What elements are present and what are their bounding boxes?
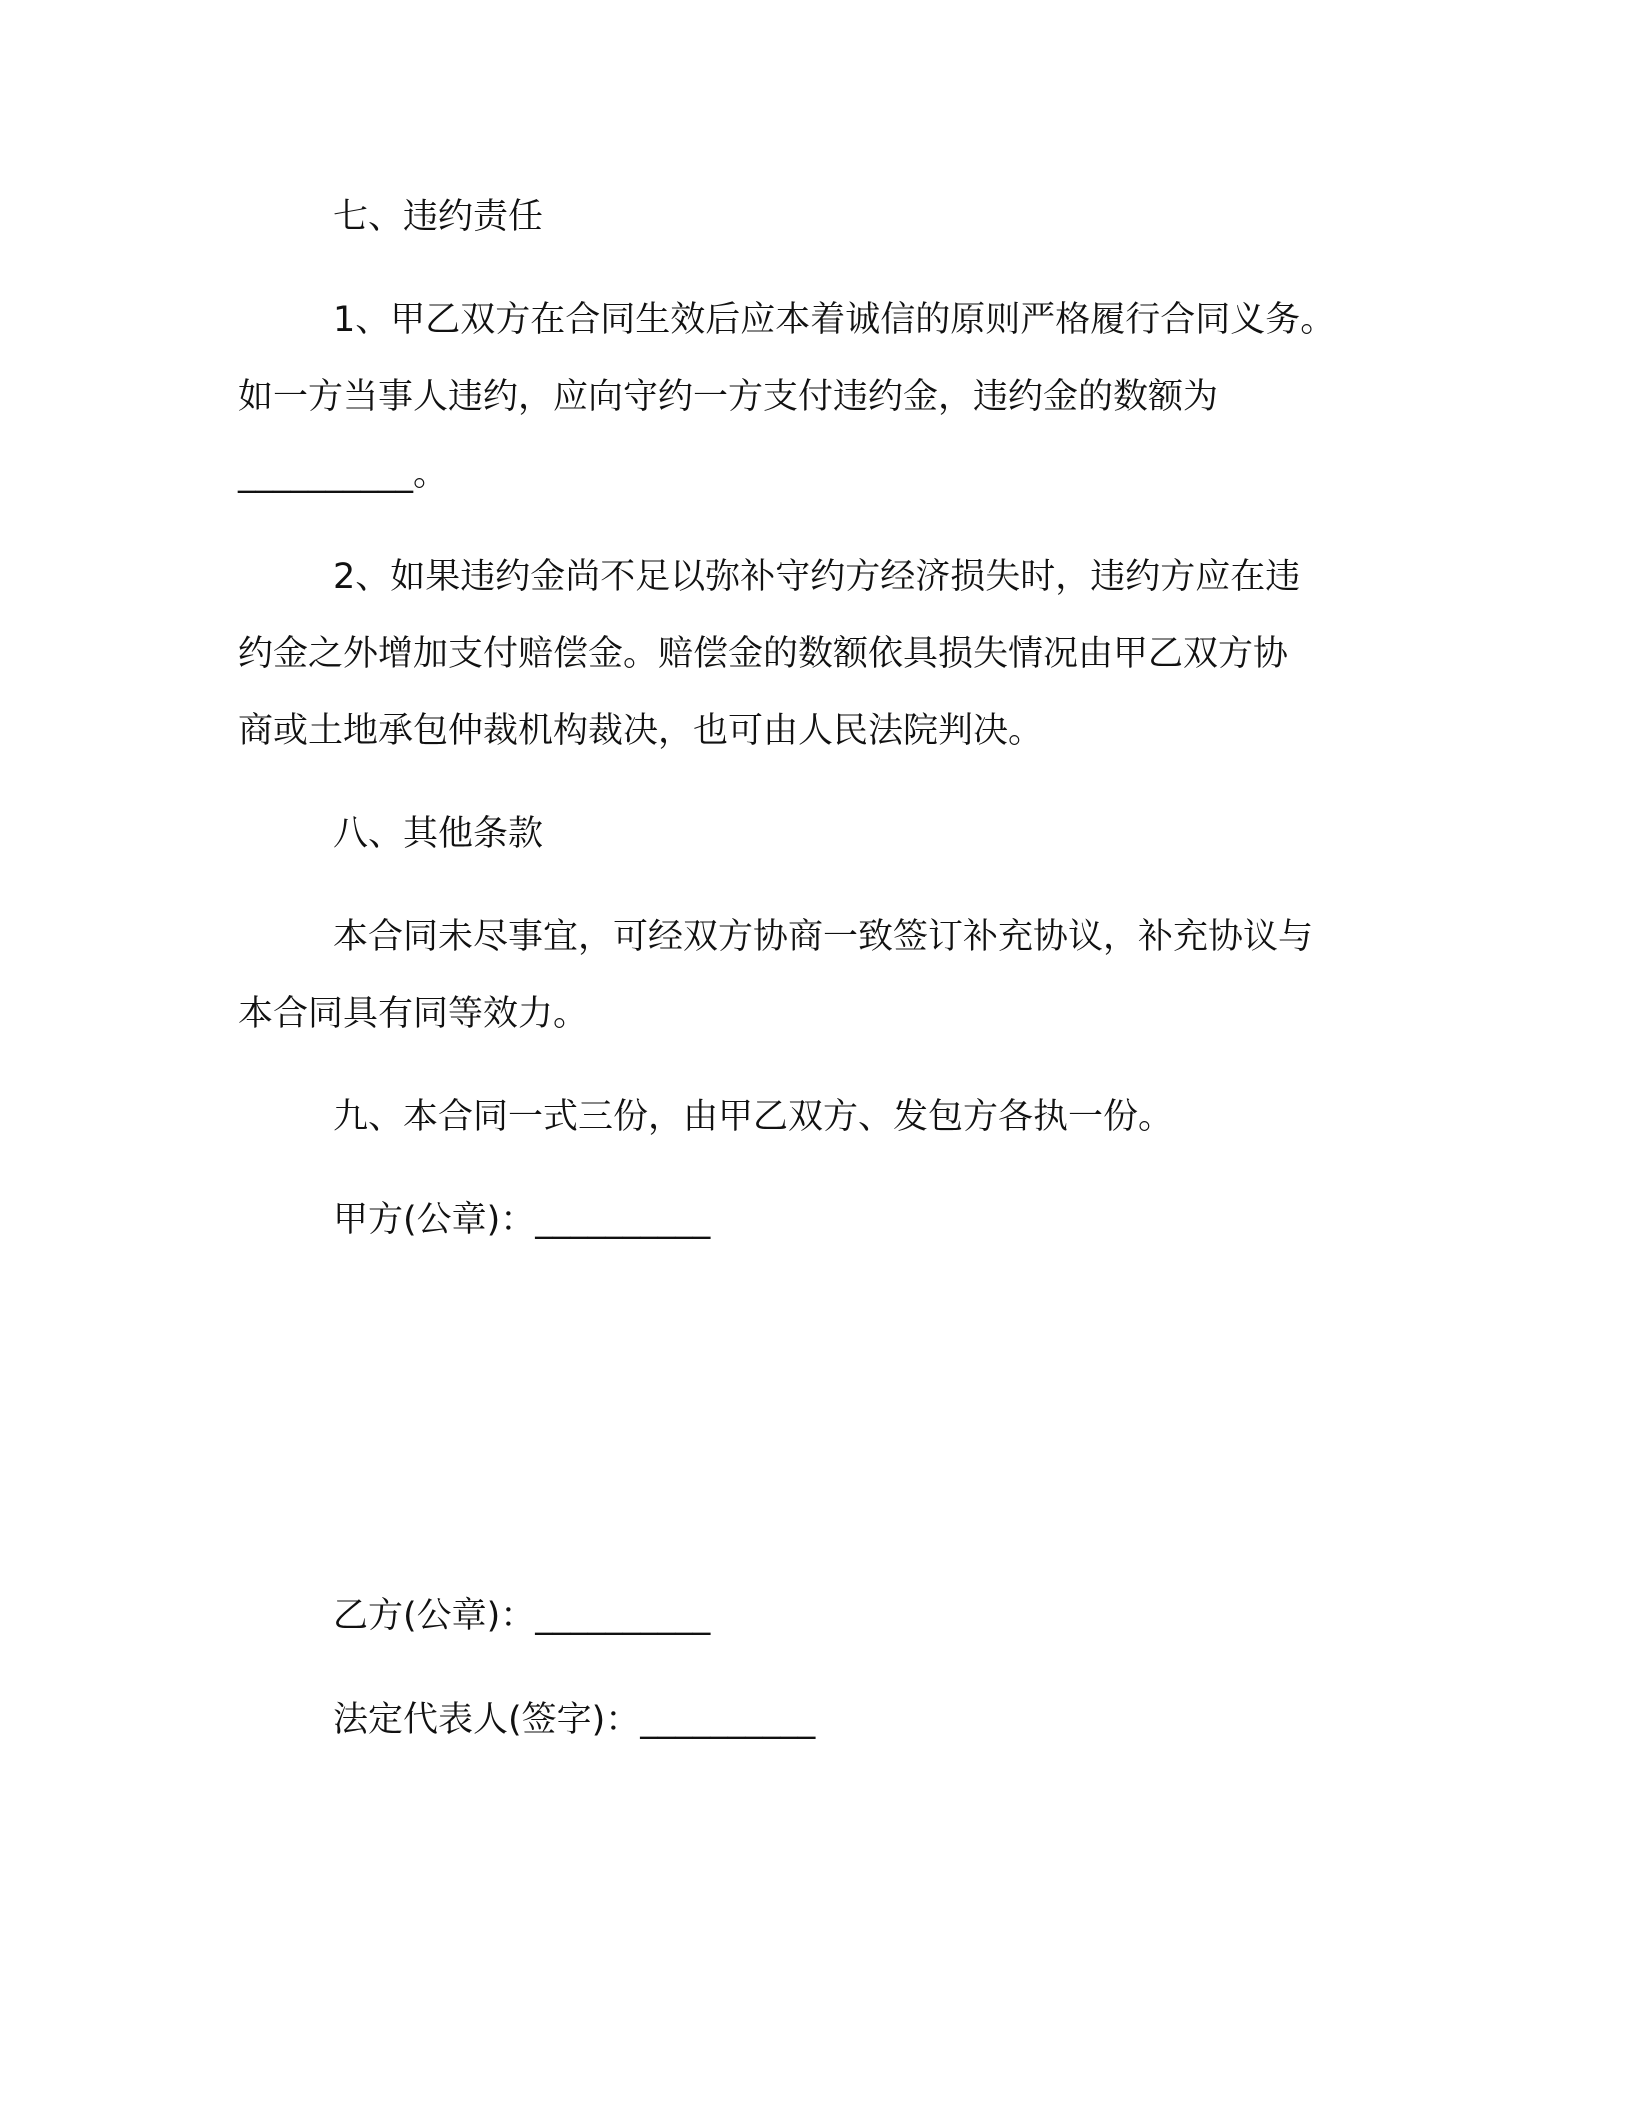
section-8-body-line-2: 本合同具有同等效力。: [238, 994, 589, 1034]
clause-7-1-line-2: 如一方当事人违约，应向守约一方支付违约金，违约金的数额为: [238, 377, 1219, 417]
clause-7-2-line-1: 2、如果违约金尚不足以弥补守约方经济损失时，违约方应在违: [333, 557, 1301, 597]
clause-7-1-line-1: 1、甲乙双方在合同生效后应本着诚信的原则严格履行合同义务。: [333, 300, 1336, 340]
section-8-body-line-1: 本合同未尽事宜，可经双方协商一致签订补充协议，补充协议与: [333, 917, 1314, 957]
section-9-text: 九、本合同一式三份，由甲乙双方、发包方各执一份。: [333, 1097, 1174, 1137]
party-a-signature-line: 甲方(公章)：__________: [333, 1200, 711, 1240]
clause-7-1-line-3: __________。: [238, 454, 449, 494]
section-8-heading: 八、其他条款: [333, 814, 544, 854]
clause-7-2-line-2: 约金之外增加支付赔偿金。赔偿金的数额依具损失情况由甲乙双方协: [238, 634, 1289, 674]
party-b-signature-line: 乙方(公章)：__________: [333, 1596, 711, 1636]
legal-representative-signature-line: 法定代表人(签字)：__________: [333, 1700, 816, 1740]
clause-7-2-line-3: 商或土地承包仲裁机构裁决，也可由人民法院判决。: [238, 711, 1044, 751]
section-7-heading: 七、违约责任: [333, 197, 544, 237]
